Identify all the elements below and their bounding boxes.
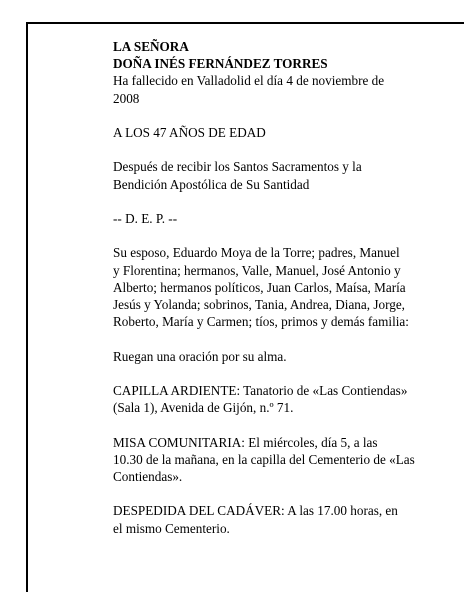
family-line-5: Roberto, María y Carmen; tíos, primos y demás familia: bbox=[113, 314, 409, 330]
chapel-paragraph bbox=[113, 382, 433, 416]
death-line-2: 2008 bbox=[113, 90, 140, 106]
frame-left-border bbox=[26, 22, 28, 592]
obituary-text bbox=[113, 38, 433, 554]
heading-title: LA SEÑORA bbox=[113, 39, 189, 54]
frame-top-border bbox=[26, 22, 464, 24]
family-line-2: y Florentina; hermanos, Valle, Manuel, José Antonio y bbox=[113, 262, 401, 278]
heading-block bbox=[113, 38, 433, 107]
farewell-line-1: DESPEDIDA DEL CADÁVER: A las 17.00 horas, en bbox=[113, 503, 398, 519]
family-line-1: Su esposo, Eduardo Moya de la Torre; padres, Manuel bbox=[113, 245, 400, 261]
deceased-name: DOÑA INÉS FERNÁNDEZ TORRES bbox=[113, 56, 328, 72]
farewell-line-2: el mismo Cementerio. bbox=[113, 520, 230, 536]
mass-line-3: Contiendas». bbox=[113, 468, 183, 484]
prayer-paragraph bbox=[113, 348, 433, 365]
sacraments-paragraph bbox=[113, 158, 433, 192]
sacraments-line-2: Bendición Apostólica de Su Santidad bbox=[113, 176, 310, 192]
mass-line-2: 10.30 de la mañana, en la capilla del Cementerio de «Las bbox=[113, 451, 415, 467]
chapel-line-1: CAPILLA ARDIENTE: Tanatorio de «Las Contiendas» bbox=[113, 382, 408, 398]
family-line-3: Alberto; hermanos políticos, Juan Carlos, Maísa, María bbox=[113, 279, 406, 295]
dep-line: -- D. E. P. -- bbox=[113, 210, 178, 226]
family-line-4: Jesús y Yolanda; sobrinos, Tania, Andrea, Diana, Jorge, bbox=[113, 296, 405, 312]
age-line: A LOS 47 AÑOS DE EDAD bbox=[113, 125, 266, 140]
mass-paragraph bbox=[113, 434, 433, 486]
age-paragraph bbox=[113, 124, 433, 141]
family-paragraph bbox=[113, 244, 433, 330]
prayer-line: Ruegan una oración por su alma. bbox=[113, 348, 287, 364]
death-line-1: Ha fallecido en Valladolid el día 4 de noviembre de bbox=[113, 73, 385, 89]
mass-line-1: MISA COMUNITARIA: El miércoles, día 5, a las bbox=[113, 434, 378, 450]
dep-paragraph bbox=[113, 210, 433, 227]
chapel-line-2: (Sala 1), Avenida de Gijón, n.º 71. bbox=[113, 400, 294, 416]
sacraments-line-1: Después de recibir los Santos Sacramentos y la bbox=[113, 159, 362, 175]
farewell-paragraph bbox=[113, 502, 433, 536]
